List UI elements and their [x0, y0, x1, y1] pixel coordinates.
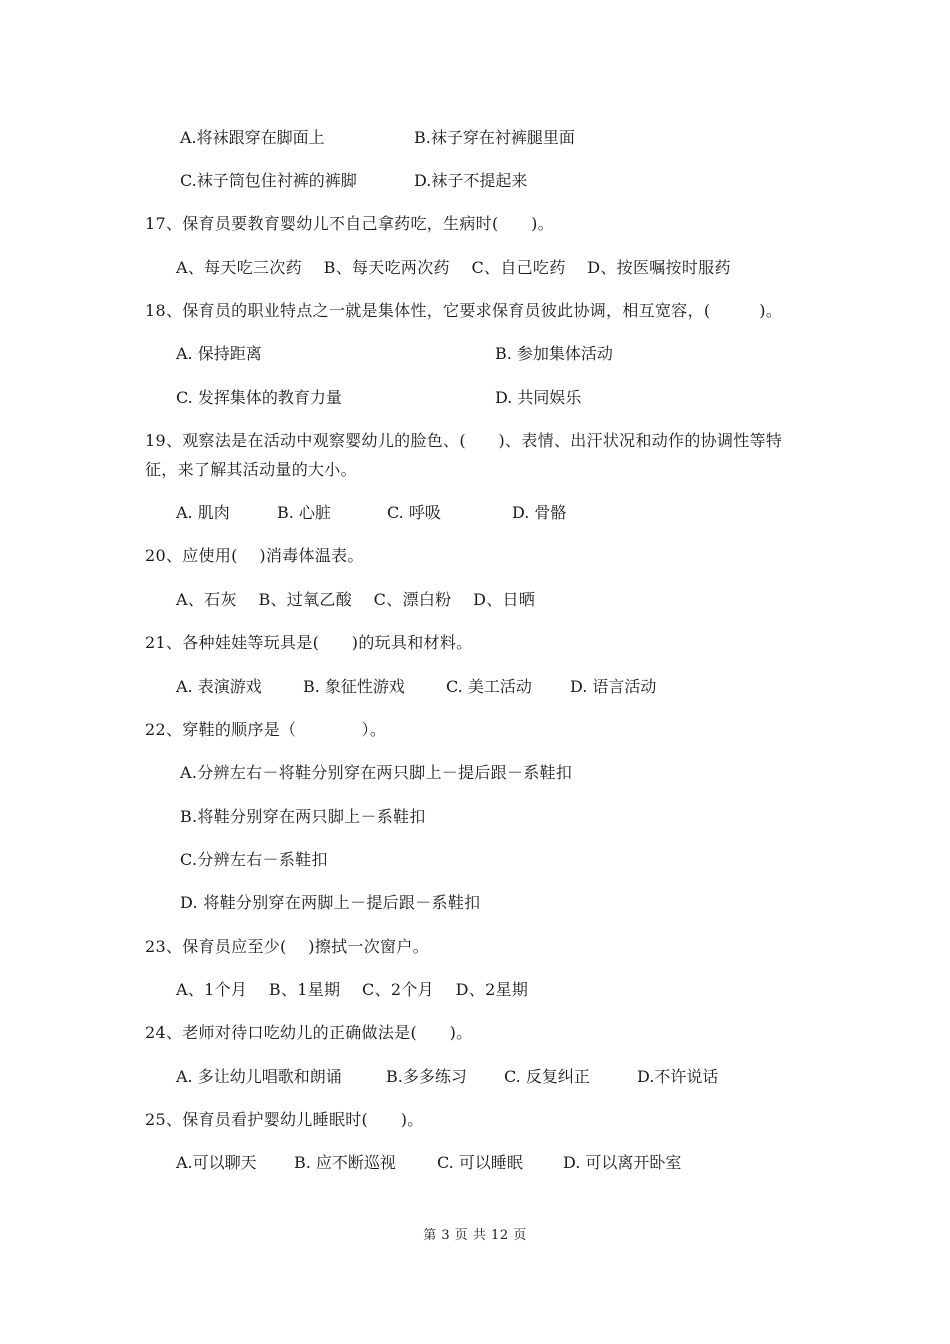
page-number-footer: 第 3 页 共 12 页 — [423, 1228, 527, 1243]
q24-stem: 24、老师对待口吃幼儿的正确做法是( )。 — [145, 1023, 473, 1042]
q18-stem: 18、保育员的职业特点之一就是集体性，它要求保育员彼此协调，相互宽容，( )。 — [145, 301, 783, 320]
q19-option-c: C. 呼吸 — [387, 503, 441, 522]
q22-stem: 22、穿鞋的顺序是（ ）。 — [145, 720, 387, 739]
q16-option-c: C.袜子筒包住衬裤的裤脚 — [180, 171, 357, 190]
q22-option-b: B.将鞋分别穿在两只脚上－系鞋扣 — [180, 807, 426, 826]
q25-option-a: A.可以聊天 — [176, 1153, 257, 1172]
q16-option-a: A.将袜跟穿在脚面上 — [180, 128, 325, 147]
q18-option-d: D. 共同娱乐 — [495, 388, 582, 407]
q25-stem: 25、保育员看护婴幼儿睡眠时( )。 — [145, 1110, 424, 1129]
q19-option-b: B. 心脏 — [277, 503, 331, 522]
q22-option-c: C.分辨左右－系鞋扣 — [180, 850, 328, 869]
q23-options: A、1个月 B、1星期 C、2个月 D、2星期 — [176, 980, 529, 999]
q22-option-a: A.分辨左右－将鞋分别穿在两只脚上－提后跟－系鞋扣 — [180, 763, 573, 782]
q20-options: A、石灰 B、过氧乙酸 C、漂白粉 D、日晒 — [176, 590, 536, 609]
q22-option-d: D. 将鞋分别穿在两脚上－提后跟－系鞋扣 — [180, 893, 481, 912]
q16-option-d: D.袜子不提起来 — [414, 171, 528, 190]
q19-stem-line1: 19、观察法是在活动中观察婴幼儿的脸色、( )、表情、出汗状况和动作的协调性等特 — [145, 431, 783, 450]
q24-option-c: C. 反复纠正 — [504, 1067, 590, 1086]
q23-stem: 23、保育员应至少( )擦拭一次窗户。 — [145, 937, 429, 956]
q21-option-a: A. 表演游戏 — [176, 677, 262, 696]
q16-option-b: B.袜子穿在衬裤腿里面 — [414, 128, 575, 147]
q25-option-d: D. 可以离开卧室 — [563, 1153, 682, 1172]
q18-option-b: B. 参加集体活动 — [495, 344, 613, 363]
q18-option-c: C. 发挥集体的教育力量 — [176, 388, 342, 407]
q24-option-b: B.多多练习 — [386, 1067, 467, 1086]
q19-option-d: D. 骨骼 — [512, 503, 567, 522]
q20-stem: 20、应使用( )消毒体温表。 — [145, 546, 364, 565]
q21-stem: 21、各种娃娃等玩具是( )的玩具和材料。 — [145, 633, 473, 652]
q17-options: A、每天吃三次药 B、每天吃两次药 C、自己吃药 D、按医嘱按时服药 — [176, 258, 731, 277]
q25-option-b: B. 应不断巡视 — [294, 1153, 396, 1172]
q24-option-a: A. 多让幼儿唱歌和朗诵 — [176, 1067, 342, 1086]
q19-option-a: A. 肌肉 — [176, 503, 230, 522]
q18-option-a: A. 保持距离 — [176, 344, 262, 363]
q19-stem-line2: 征，来了解其活动量的大小。 — [145, 460, 357, 479]
q17-stem: 17、保育员要教育婴幼儿不自己拿药吃，生病时( )。 — [145, 214, 554, 233]
q21-option-c: C. 美工活动 — [446, 677, 532, 696]
q21-option-b: B. 象征性游戏 — [303, 677, 405, 696]
q21-option-d: D. 语言活动 — [570, 677, 657, 696]
q25-option-c: C. 可以睡眠 — [437, 1153, 523, 1172]
q24-option-d: D.不许说话 — [637, 1067, 719, 1086]
